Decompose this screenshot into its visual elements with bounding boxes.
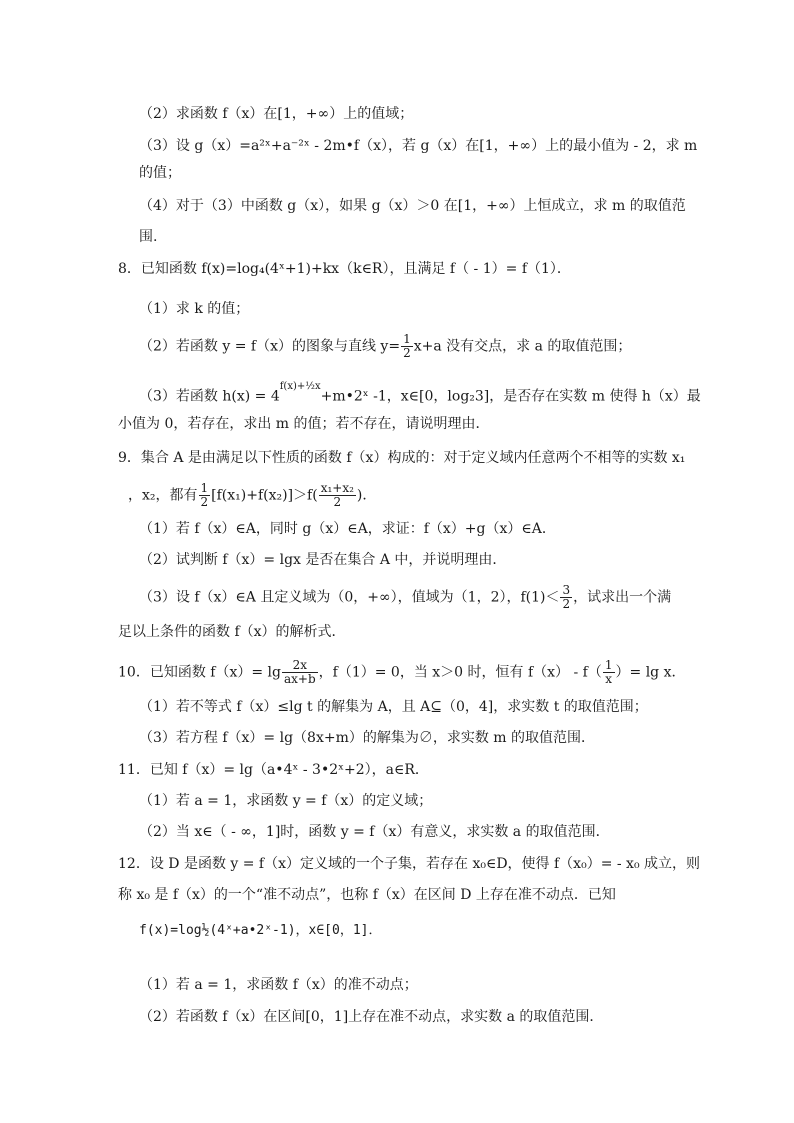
problem12-stem: 12．设 D 是函数 y = f（x）定义域的一个子集，若存在 x₀∈D，使得 f（x₀）= - x₀ 成立，则	[118, 856, 701, 872]
problem7-part4: （4）对于（3）中函数 g（x），如果 g（x）＞0 在[1，+∞）上恒成立，求 m 的取值范	[139, 198, 686, 214]
exponent-expression: f(x)+½x	[279, 381, 321, 392]
fraction-one-over-x: $\frac{1}{x}$	[604, 658, 613, 686]
fraction-one-half: $\frac{1}{2}$	[403, 332, 411, 360]
problem9-stem: 9．集合 A 是由满足以下性质的函数 f（x）构成的：对于定义域内任意两个不相等的实数 x₁	[118, 450, 686, 466]
problem12-part2: （2）若函数 f（x）在区间[0，1]上存在准不动点，求实数 a 的取值范围．	[139, 1009, 604, 1025]
problem7-part4-cont: 围.	[139, 229, 158, 245]
problem9-part3: （3）设 f（x）∈A 且定义域为（0，+∞），值域为（1，2），f(1)＜ $\frac{3}{2}$ ，试求出一个满	[139, 583, 672, 611]
problem12-part1: （1）若 a = 1，求函数 f（x）的准不动点；	[139, 977, 418, 993]
problem8-stem: 8．已知函数 f(x)=log₄(4ˣ+1)+kx（k∈R），且满足 f（ - 1）= f（1）．	[118, 261, 571, 277]
problem9-part3-cont: 足以上条件的函数 f（x）的解析式．	[118, 624, 346, 640]
problem12-function: f(x)=log½(4ˣ+a•2ˣ-1)，x∈[0，1]．	[139, 923, 382, 938]
problem12-stem-cont: 称 x₀ 是 f（x）的一个“准不动点”，也称 f（x）在区间 D 上存在准不动点．已知	[118, 887, 616, 903]
problem9-stem-cont: ，x₂，都有 $\frac{1}{2}$ [f(x₁)+f(x₂)]＞f( $\frac{\text{x₁+x₂}}{2}$ )．	[128, 481, 377, 509]
problem11-stem: 11．已知 f（x）= lg（a•4ˣ - 3•2ˣ+2），a∈R．	[118, 762, 429, 778]
problem11-part2: （2）当 x∈（ - ∞，1]时，函数 y = f（x）有意义，求实数 a 的取值范围．	[139, 824, 610, 840]
problem10-stem: 10．已知函数 f（x）= lg $\frac{2x}{ax+b}$ ，f（1）= 0，当 x＞0 时，恒有 f（x） - f（ $\frac{1}{x}$ ）= lg x．	[118, 658, 686, 686]
fraction-one-half: $\frac{1}{2}$	[200, 481, 209, 509]
problem8-part3-text-b: +m•2ˣ -1，x∈[0，log₂3]，是否存在实数 m 使得 h（x）最	[320, 388, 701, 405]
problem8-part2-text-b: x+a 没有交点，求 a 的取值范围；	[413, 338, 632, 355]
problem8-part1: （1）求 k 的值；	[139, 301, 250, 317]
problem10-part1: （1）若不等式 f（x）≤lg t 的解集为 A，且 A⊆（0，4]，求实数 t 的取值范围；	[139, 699, 648, 715]
problem8-part3	[139, 383, 701, 407]
problem7-part2: （2）求函数 f（x）在[1，+∞）上的值域；	[139, 106, 414, 122]
problem11-part1: （1）若 a = 1，求函数 y = f（x）的定义域；	[139, 793, 433, 809]
problem8-part2-text-a: （2）若函数 y = f（x）的图象与直线 y=	[139, 338, 401, 355]
problem8-part2	[139, 333, 631, 360]
problem9-part2: （2）试判断 f（x）= lgx 是否在集合 A 中，并说明理由．	[139, 552, 507, 568]
problem8-part3-cont: 小值为 0，若存在，求出 m 的值；若不存在，请说明理由．	[118, 416, 490, 432]
problem7-part3-cont: 的值；	[139, 165, 181, 181]
problem8-part3-text-a: （3）若函数 h(x) = 4	[139, 388, 280, 405]
problem9-part1: （1）若 f（x）∈A，同时 g（x）∈A，求证：f（x）+g（x）∈A．	[139, 521, 556, 537]
problem10-part3: （3）若方程 f（x）= lg（8x+m）的解集为∅，求实数 m 的取值范围．	[139, 730, 596, 746]
fraction-three-halves: $\frac{3}{2}$	[562, 583, 571, 611]
problem7-part3: （3）设 g（x）=a²ˣ+a⁻²ˣ - 2m•f（x），若 g（x）在[1，+∞）上的最小值为 - 2，求 m	[139, 138, 698, 154]
fraction-2x-over-axb: $\frac{2x}{ax+b}$	[283, 658, 316, 686]
fraction-x-mean: $\frac{\text{x₁+x₂}}{2}$	[320, 481, 354, 509]
